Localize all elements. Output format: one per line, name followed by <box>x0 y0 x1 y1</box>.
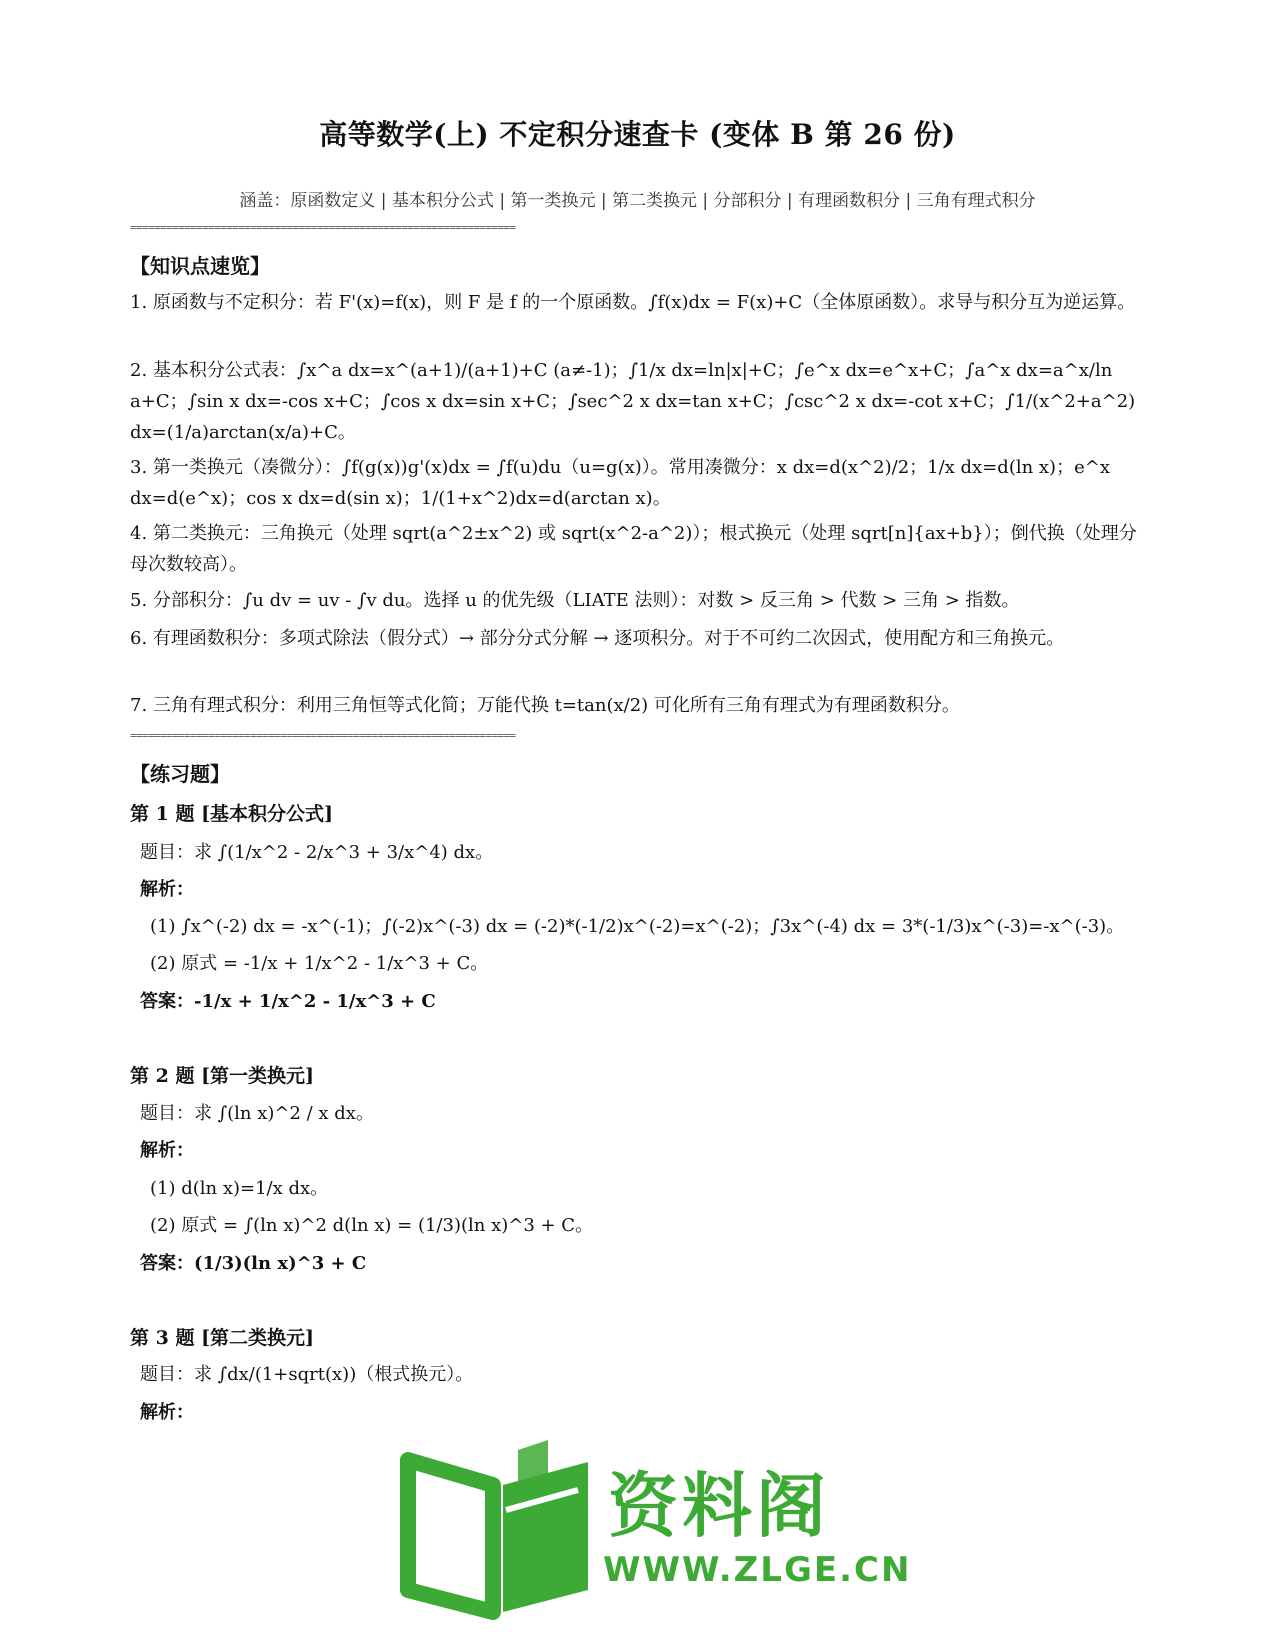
analysis-step: (1) ∫x^(-2) dx = -x^(-1)；∫(-2)x^(-3) dx = (-2)*(-1/2)x^(-2)=x^(-2)；∫3x^(-4) dx = 3*(-1/3)x^(-3)=-x^(-3)。 <box>150 916 1125 937</box>
knowledge-item: 5. 分部积分：∫u dv = uv - ∫v du。选择 u 的优先级（LIATE 法则）：对数 > 反三角 > 代数 > 三角 > 指数。 <box>130 590 1020 611</box>
watermark-text: 资料阁 <box>608 1465 830 1547</box>
analysis-label: 解析： <box>140 879 194 900</box>
problem-question: 题目：求 ∫(ln x)^2 / x dx。 <box>140 1103 374 1124</box>
knowledge-item: 6. 有理函数积分：多项式除法（假分式）→ 部分分式分解 → 逐项积分。对于不可约二次因式，使用配方和三角换元。 <box>130 628 1065 649</box>
problem-answer: 答案：(1/3)(ln x)^3 + C <box>140 1253 367 1274</box>
knowledge-item: 2. 基本积分公式表：∫x^a dx=x^(a+1)/(a+1)+C (a≠-1)；∫1/x dx=ln|x|+C；∫e^x dx=e^x+C；∫a^x dx=a^x/ln a+C；∫sin x dx=-cos x+C；∫cos x dx=sin x+C；∫sec^2 x dx=tan x+C；∫csc^2 x dx=-cot x+C；∫1/(x^2+a^2) dx=(1/a)arctan(x/a)+C。 <box>130 360 1136 443</box>
analysis-step: (1) d(ln x)=1/x dx。 <box>150 1178 329 1199</box>
knowledge-heading: 【知识点速览】 <box>130 254 270 278</box>
watermark-url: WWW.ZLGE.CN <box>603 1550 912 1590</box>
page-subtitle: 涵盖：原函数定义 | 基本积分公式 | 第一类换元 | 第二类换元 | 分部积分 | 有理函数积分 | 三角有理式积分 <box>239 191 1036 211</box>
knowledge-item: 4. 第二类换元：三角换元（处理 sqrt(a^2±x^2) 或 sqrt(x^2-a^2)）；根式换元（处理 sqrt[n]{ax+b}）；倒代换（处理分母次数较高）。 <box>130 523 1137 575</box>
analysis-step: (2) 原式 = -1/x + 1/x^2 - 1/x^3 + C。 <box>150 953 489 974</box>
knowledge-item: 1. 原函数与不定积分：若 F'(x)=f(x)，则 F 是 f 的一个原函数。∫f(x)dx = F(x)+C（全体原函数）。求导与积分互为逆运算。 <box>130 292 1136 313</box>
analysis-step: (2) 原式 = ∫(ln x)^2 d(ln x) = (1/3)(ln x)^3 + C。 <box>150 1215 594 1236</box>
page-title: 高等数学(上) 不定积分速查卡 (变体 B 第 26 份) <box>319 118 956 151</box>
book-icon <box>398 1440 598 1620</box>
analysis-label: 解析： <box>140 1140 194 1161</box>
knowledge-item: 7. 三角有理式积分：利用三角恒等式化简；万能代换 t=tan(x/2) 可化所有三角有理式为有理函数积分。 <box>130 695 960 716</box>
analysis-label: 解析： <box>140 1402 194 1423</box>
problem-answer: 答案：-1/x + 1/x^2 - 1/x^3 + C <box>140 991 436 1012</box>
problem-heading: 第 2 题 [第一类换元] <box>130 1065 315 1087</box>
practice-heading: 【练习题】 <box>130 762 230 786</box>
watermark-logo <box>398 1440 912 1620</box>
problem-heading: 第 1 题 [基本积分公式] <box>130 803 334 825</box>
problem-question: 题目：求 ∫dx/(1+sqrt(x))（根式换元）。 <box>140 1364 474 1385</box>
divider-rule: ================================================================ <box>130 221 516 234</box>
problem-question: 题目：求 ∫(1/x^2 - 2/x^3 + 3/x^4) dx。 <box>140 842 494 863</box>
knowledge-item: 3. 第一类换元（凑微分）：∫f(g(x))g'(x)dx = ∫f(u)du（u=g(x)）。常用凑微分：x dx=d(x^2)/2；1/x dx=d(ln x)；e^x dx=d(e^x)；cos x dx=d(sin x)；1/(1+x^2)dx=d(arctan x)。 <box>130 457 1110 509</box>
problem-heading: 第 3 题 [第二类换元] <box>130 1327 315 1349</box>
divider-rule: ================================================================ <box>130 729 516 742</box>
